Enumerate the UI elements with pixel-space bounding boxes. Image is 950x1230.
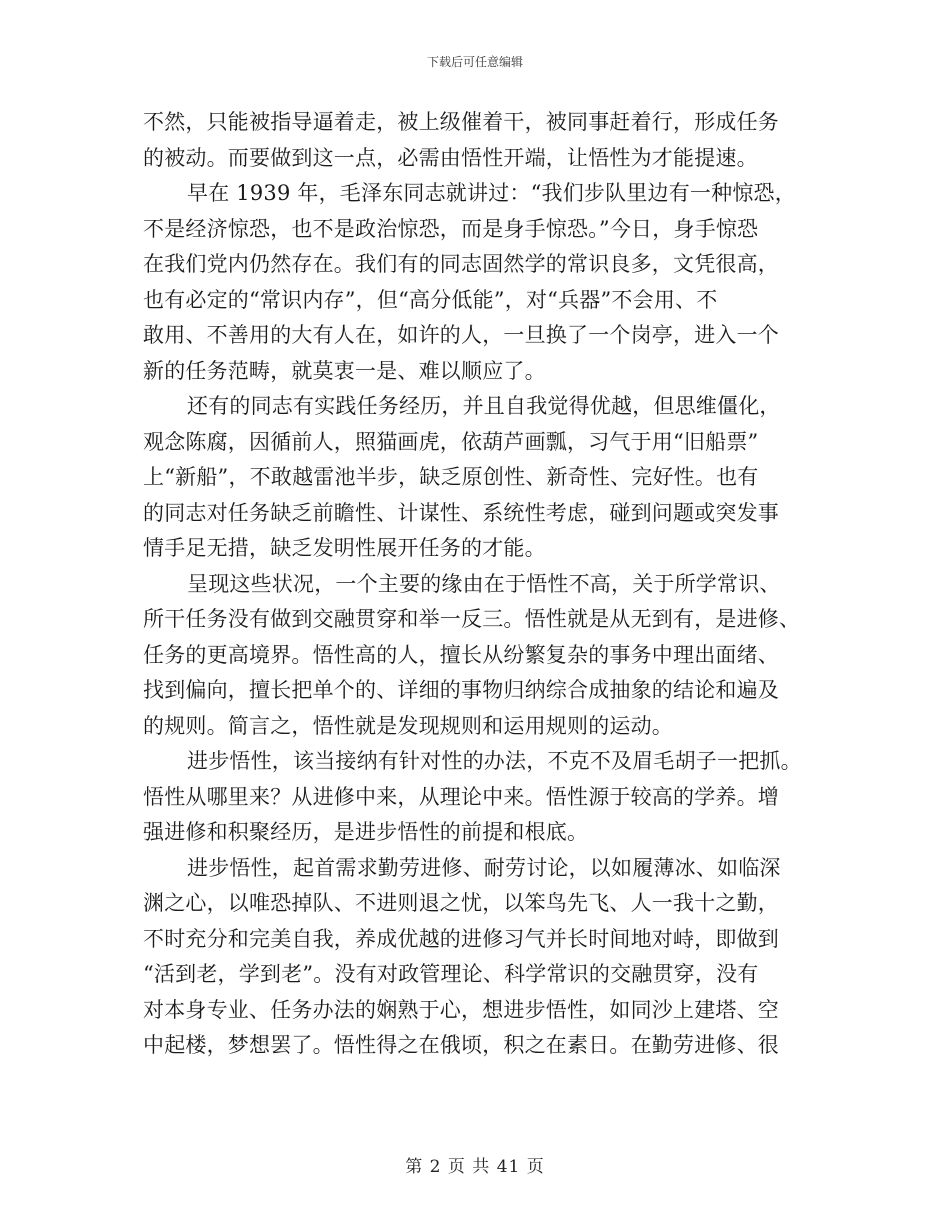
text-line: 找到偏向，擅长把单个的、详细的事物归纳综合成抽象的结论和遍及: [143, 678, 779, 702]
page-number-footer: 第 2 页 共 41 页: [405, 1157, 545, 1177]
text-line: 的规则。简言之，悟性就是发现规则和运用规则的运动。: [143, 713, 673, 738]
text-line: 新的任务范畴，就莫衷一是、难以顺应了。: [143, 358, 546, 383]
text-line: 对本身专业、任务办法的娴熟于心，想进步悟性，如同沙上建塔、空: [143, 997, 779, 1022]
paragraph-6: [143, 851, 803, 1064]
text-line: 的同志对任务缺乏前瞻性、计谋性、系统性考虑，碰到问题或突发事: [143, 500, 779, 525]
text-line: 的被动。而要做到这一点，必需由悟性开端，让悟性为才能提速。: [143, 145, 758, 170]
text-line: 上“新船”，不敢越雷池半步，缺乏原创性、新奇性、完好性。也有: [143, 465, 759, 489]
text-line: 观念陈腐，因循前人，照猫画虎，依葫芦画瓢，习气于用“旧船票”: [143, 429, 759, 454]
paragraph-1: [143, 105, 803, 176]
text-line: 所干任务没有做到交融贯穿和举一反三。悟性就是从无到有，是进修、: [143, 607, 801, 631]
text-line: 中起楼，梦想罢了。悟性得之在俄顷，积之在素日。在勤劳进修、很: [143, 1033, 779, 1057]
text-line: 也有必定的“常识内存”，但“高分低能”，对“兵器”不会用、不: [143, 287, 718, 312]
text-line: “活到老，学到老”。没有对政管理论、科学常识的交融贯穿，没有: [143, 962, 759, 986]
paragraph-2: [143, 176, 803, 389]
text-line: 不然，只能被指导逼着走，被上级催着干，被同事赶着行，形成任务: [143, 110, 779, 134]
text-line: 早在 1939 年，毛泽东同志就讲过：“我们步队里边有一种惊恐，: [187, 181, 796, 205]
text-line: 进步悟性，该当接纳有针对性的办法，不克不及眉毛胡子一把抓。: [187, 749, 802, 773]
document-body: [143, 105, 803, 1064]
text-line: 不是经济惊恐，也不是政治惊恐，而是身手惊恐。”今日，身手惊恐: [143, 216, 759, 241]
text-line: 进步悟性，起首需求勤劳进修、耐劳讨论，以如履薄冰、如临深: [187, 855, 781, 880]
text-line: 还有的同志有实践任务经历，并且自我觉得优越，但思维僵化，: [187, 394, 781, 418]
text-line: 任务的更高境界。悟性高的人，擅长从纷繁复杂的事务中理出面绪、: [143, 642, 779, 667]
text-line: 强进修和积聚经历，是进步悟性的前提和根底。: [143, 820, 589, 844]
text-line: 悟性从哪里来？从进修中来，从理论中来。悟性源于较高的学养。增: [143, 784, 779, 809]
paragraph-5: [143, 744, 803, 851]
text-line: 渊之心，以唯恐掉队、不进则退之忧，以笨鸟先飞、人一我十之勤，: [143, 891, 779, 915]
paragraph-3: [143, 389, 803, 567]
text-line: 呈现这些状况，一个主要的缘由在于悟性不高，关于所学常识、: [187, 571, 781, 596]
text-line: 在我们党内仍然存在。我们有的同志固然学的常识良多，文凭很高，: [143, 252, 779, 276]
text-line: 敢用、不善用的大有人在，如许的人，一旦换了一个岗亭，进入一个: [143, 323, 779, 347]
text-line: 情手足无措，缺乏发明性展开任务的才能。: [143, 536, 546, 560]
text-line: 不时充分和完美自我，养成优越的进修习气并长时间地对峙，即做到: [143, 926, 779, 951]
page-header: 下载后可任意编辑: [426, 55, 523, 69]
paragraph-4: [143, 567, 803, 745]
